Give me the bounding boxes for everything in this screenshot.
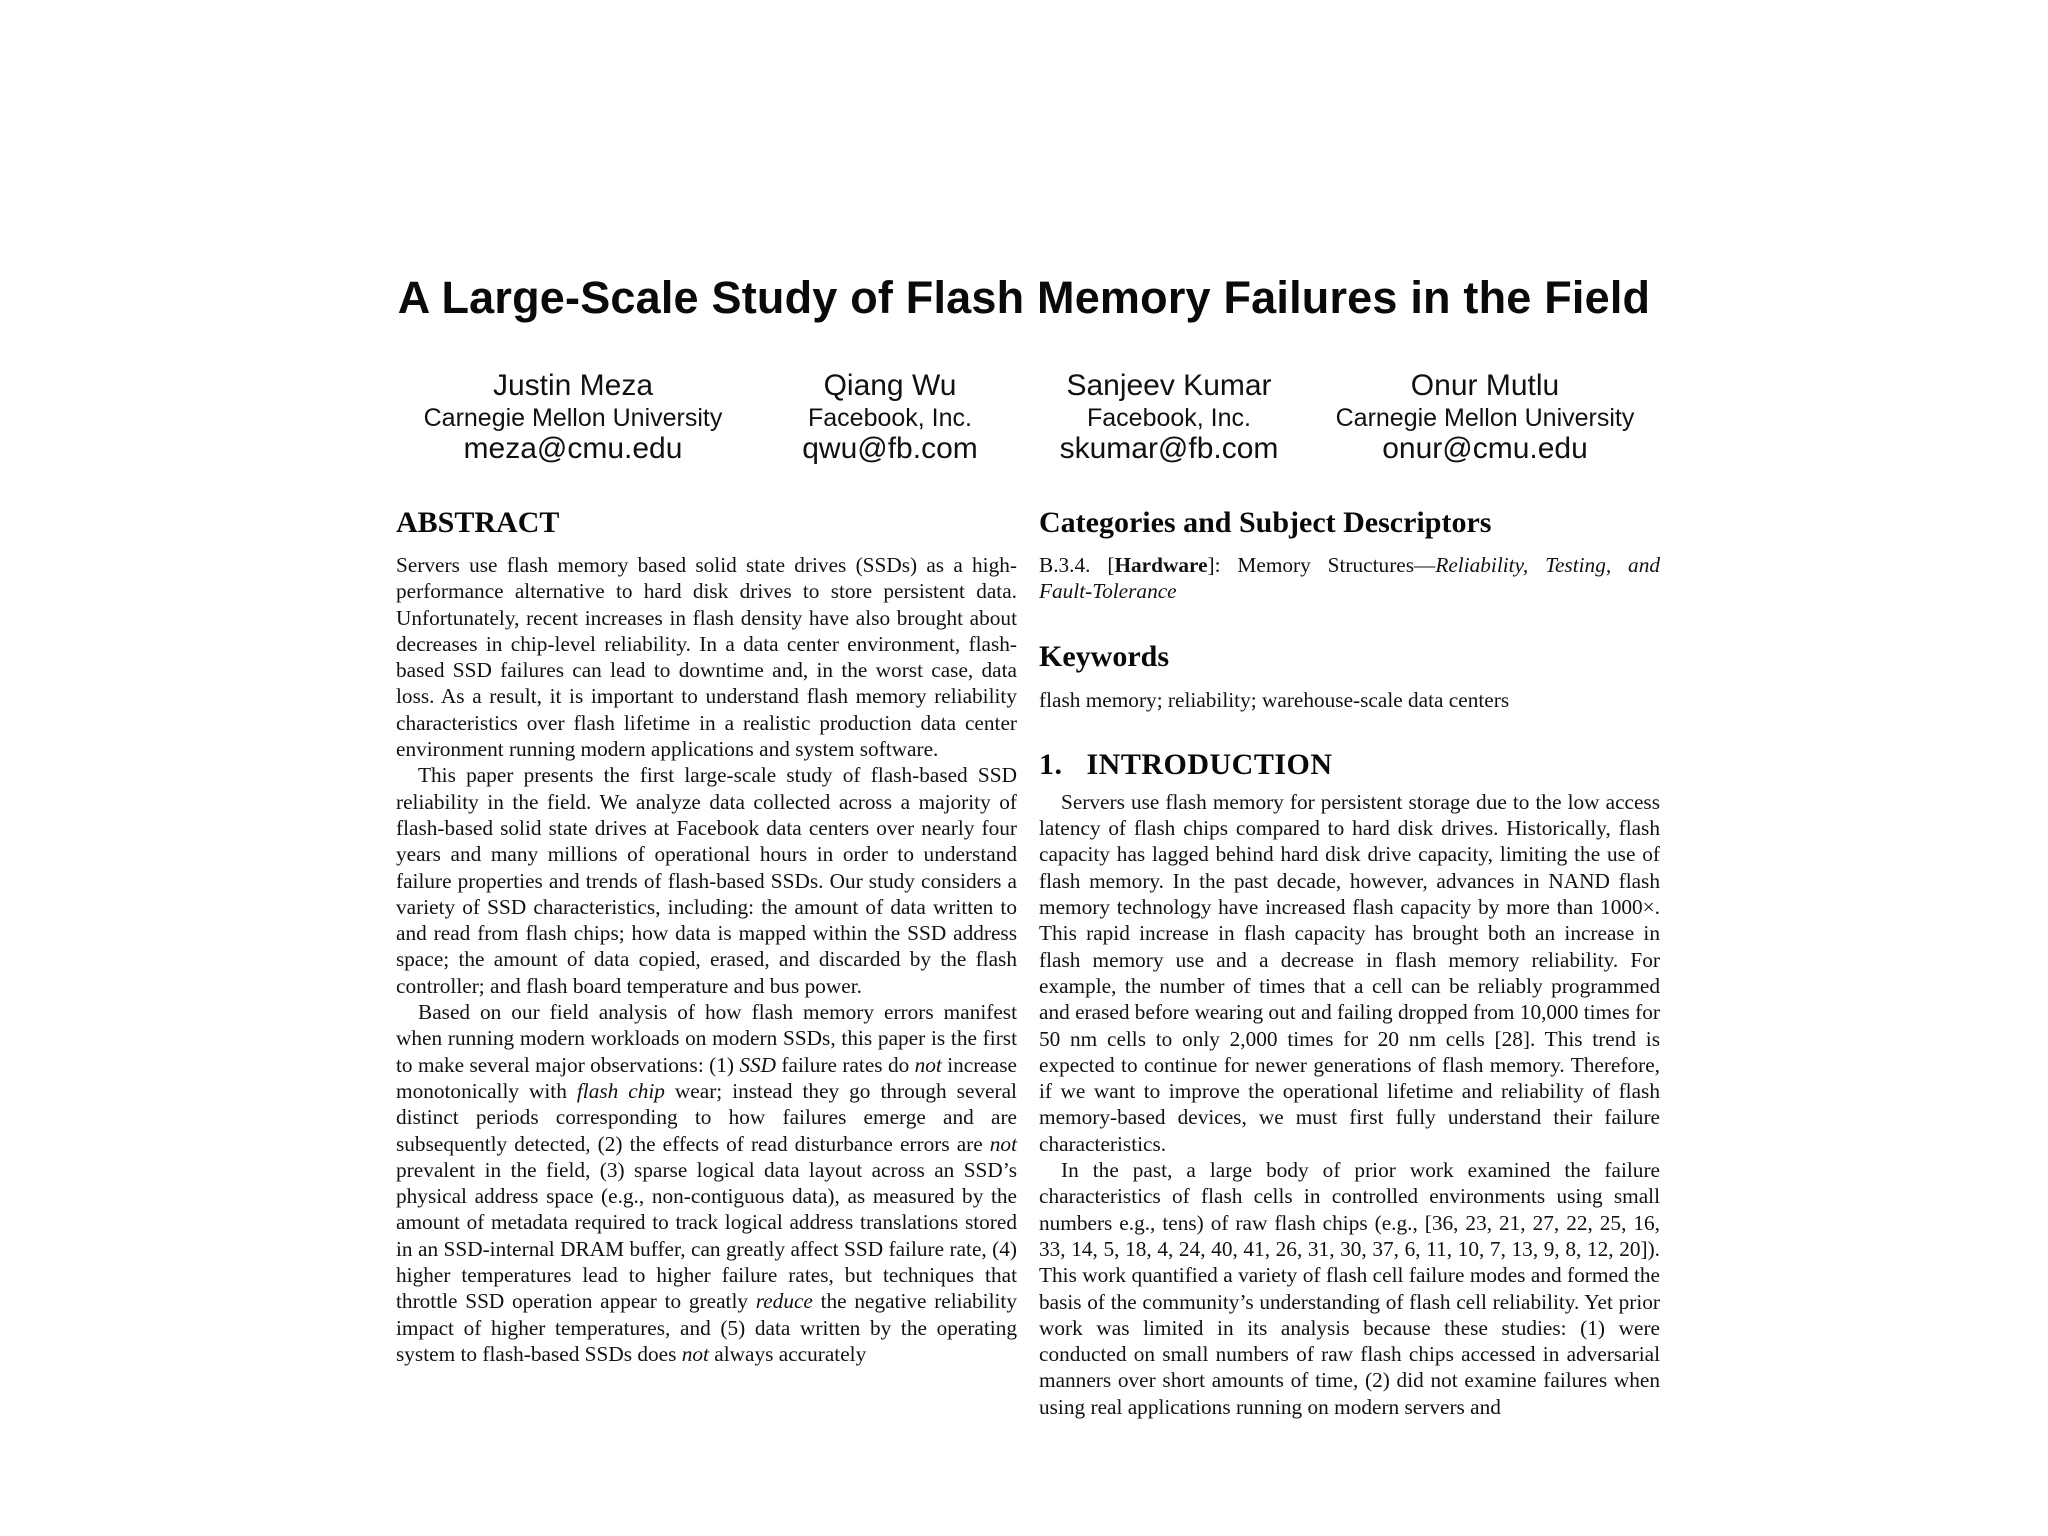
abstract-paragraph: This paper presents the first large-scale study of flash-based SSD reliability in the field. We analyze data collected across a majority of flash-based solid state drives at Facebook data centers over nearly four years and many millions of operational hours in order to understand failure properties and trends of flash-based SSDs. Our study considers a variety of SSD characteristics, including: the amount of data written to and read from flash chips; how data is mapped within the SSD address space; the amount of data copied, erased, and discarded by the flash controller; and flash board temperature and bus power. (396, 763, 1017, 998)
author-block (989, 368, 1349, 466)
text-run: failure rates do (776, 1052, 915, 1077)
author-affiliation: Facebook, Inc. (1087, 404, 1251, 432)
text-run: ]: Memory Structures— (1207, 553, 1436, 577)
keywords-text: flash memory; reliability; warehouse-scale data centers (1039, 687, 1510, 712)
text-run: the negative reliability impact of higher temperatures, and (5) data written by the operating system to flash-based SSDs does (396, 1289, 1017, 1366)
author-name: Onur Mutlu (1410, 369, 1560, 402)
text-run: always accurately (708, 1341, 867, 1366)
author-email: meza@cmu.edu (463, 432, 683, 465)
keywords-heading: Keywords (1039, 639, 1169, 673)
categories-heading: Categories and Subject Descriptors (1039, 506, 1492, 539)
author-block (1305, 368, 1665, 466)
abstract-heading: ABSTRACT (396, 506, 560, 539)
author-block (393, 368, 753, 466)
emphasis: Hardware (1114, 553, 1208, 577)
emphasis: not (681, 1341, 709, 1366)
author-email: qwu@fb.com (802, 432, 978, 465)
emphasis: SSD (739, 1052, 777, 1077)
text-run: Based on our field analysis of how flash memory errors manifest when running modern workloads on modern SSDs, this paper is the first to make several major observations: (1) (396, 1000, 1017, 1077)
left-column (396, 505, 1017, 1367)
emphasis: Reliability, Testing, and Fault-Tolerance (1039, 553, 1661, 604)
text-run: prevalent in the field, (3) sparse logical data layout across an SSD’s physical address space (e.g., non-contiguous data), as measured by the amount of metadata required to track logical address translations stored in an SSD-internal DRAM buffer, can greatly affect SSD failure rate, (4) higher temperatures lead to higher failure rates, but techniques that throttle SSD operation appear to greatly (396, 1157, 1017, 1314)
text-run: wear; instead they go through several distinct periods corresponding to how failures emerge and are subsequently detected, (2) the effects of read disturbance errors are (396, 1078, 1017, 1156)
text-run: increase monotonically with (396, 1052, 1017, 1103)
right-column (1039, 505, 1660, 1420)
abstract-paragraph (396, 999, 1017, 1367)
author-name: Qiang Wu (823, 369, 957, 402)
introduction-paragraph: In the past, a large body of prior work examined the failure characteristics of flash cells in controlled environments using small numbers e.g., tens) of raw flash chips (e.g., [36, 23, 21, 27, 22, 25, 16, 33, 14, 5, 18, 4, 24, 40, 41, 26, 31, 30, 37, 6, 11, 10, 7, 13, 9, 8, 12, 20]). This work quantified a variety of flash cell failure modes and formed the basis of the community’s understanding of flash cell reliability. Yet prior work was limited in its analysis because these studies: (1) were conducted on small numbers of raw flash chips accessed in adversarial manners over short amounts of time, (2) did not examine failures when using real applications running on modern servers and (1039, 1158, 1660, 1419)
emphasis: reduce (755, 1289, 813, 1314)
introduction-paragraph: Servers use flash memory for persistent storage due to the low access latency of flash chips compared to hard disk drives. Historically, flash capacity has lagged behind hard disk drive capacity, limiting the use of flash memory. In the past decade, however, advances in NAND flash memory technology have increased flash capacity by more than 1000×. This rapid increase in flash capacity has brought both an increase in flash memory use and a decrease in flash memory reliability. For example, the number of times that a cell can be reliably programmed and erased before wearing out and failing dropped from 10,000 times for 50 nm cells to only 2,000 times for 20 nm cells [28]. This trend is expected to continue for newer generations of flash memory. Therefore, if we want to improve the operational lifetime and reliability of flash memory-based devices, we must first fully understand their failure characteristics. (1039, 789, 1660, 1156)
abstract-paragraph: Servers use flash memory based solid state drives (SSDs) as a high-performance alternative to hard disk drives to store persistent data. Unfortunately, recent increases in flash density have also brought about decreases in chip-level reliability. In a data center environment, flash-based SSD failures can lead to downtime and, in the worst case, data loss. As a result, it is important to understand flash memory reliability characteristics over flash lifetime in a realistic production data center environment running modern applications and system software. (396, 553, 1017, 762)
emphasis: not (914, 1052, 942, 1077)
paper-title: A Large-Scale Study of Flash Memory Failures in the Field (397, 272, 1651, 323)
categories-text (1039, 552, 1660, 605)
author-affiliation: Carnegie Mellon University (423, 404, 723, 432)
introduction-heading: 1. INTRODUCTION (1039, 747, 1333, 781)
author-email: onur@cmu.edu (1382, 432, 1588, 465)
author-affiliation: Carnegie Mellon University (1335, 404, 1635, 432)
text-run: B.3.4. [ (1039, 553, 1115, 577)
emphasis: flash chip (576, 1078, 665, 1103)
page-bottom-edge (0, 1492, 2048, 1536)
author-name: Justin Meza (492, 369, 654, 402)
author-name: Sanjeev Kumar (1066, 369, 1272, 402)
author-affiliation: Facebook, Inc. (808, 404, 972, 432)
emphasis: not (989, 1131, 1017, 1156)
author-email: skumar@fb.com (1059, 432, 1279, 465)
